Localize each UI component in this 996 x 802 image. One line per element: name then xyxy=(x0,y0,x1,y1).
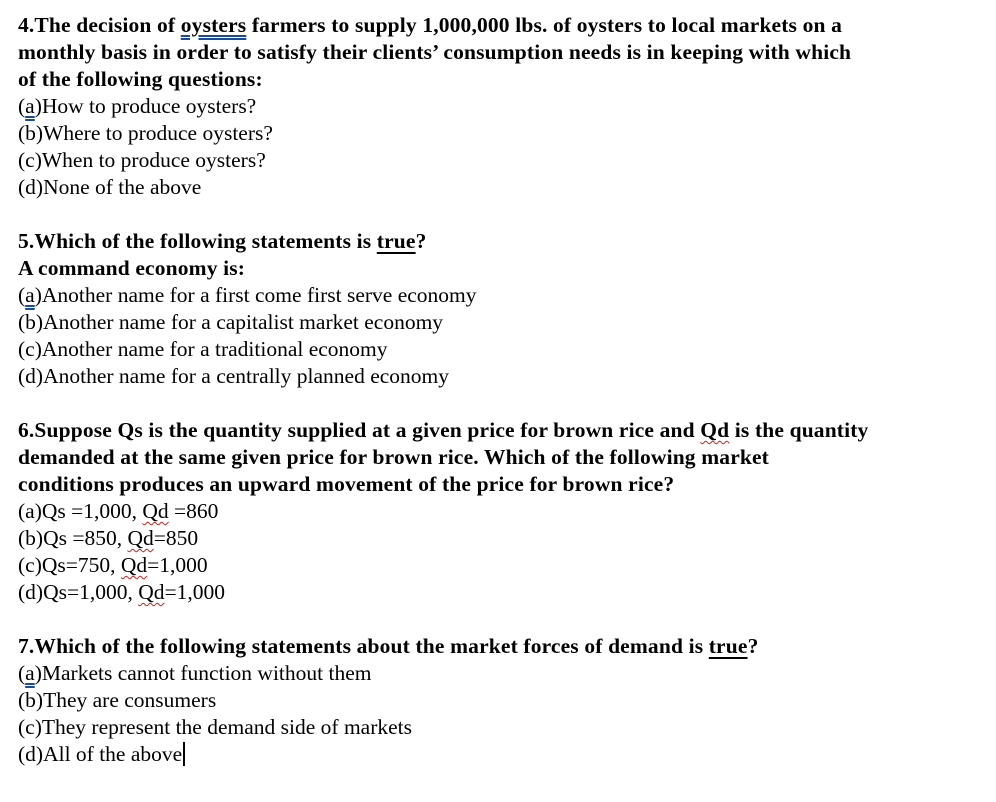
option-text: (d)All of the above xyxy=(18,742,183,766)
stem-text: 7.Which of the following statements about the market forces of demand is xyxy=(18,634,709,658)
text-cursor[interactable] xyxy=(183,742,185,766)
question-5-option-b: (b)Another name for a capitalist market economy xyxy=(18,310,444,334)
question-7-stem-line-1 xyxy=(18,633,978,660)
question-4-option-b: (b)Where to produce oysters? xyxy=(18,121,273,145)
grammar-underlined-letter: a xyxy=(25,283,35,307)
question-5-stem-line-1 xyxy=(18,228,978,255)
paragraph-gap xyxy=(18,390,978,417)
stem-text: is the quantity xyxy=(729,418,869,442)
spelling-underlined-word: Qd xyxy=(120,553,148,577)
option-text: (a)Qs =1,000, xyxy=(18,499,143,523)
question-4-stem-line-1 xyxy=(18,12,978,39)
stem-text: farmers to supply 1,000,000 lbs. of oysters to local markets on a xyxy=(246,13,843,37)
spelling-underlined-word: Qd xyxy=(142,499,169,523)
option-text: =1,000 xyxy=(147,553,208,577)
question-6-stem-line-3: conditions produces an upward movement of the price for brown rice? xyxy=(18,472,675,496)
question-7-option-a xyxy=(18,660,978,687)
question-6-option-c xyxy=(18,552,978,579)
question-4-option-c: (c)When to produce oysters? xyxy=(18,148,266,172)
question-6-option-b xyxy=(18,525,978,552)
option-prefix: ( xyxy=(18,661,26,685)
question-5-option-c: (c)Another name for a traditional economy xyxy=(18,337,388,361)
question-4 xyxy=(18,12,978,201)
question-4-option-a xyxy=(18,93,978,120)
question-7-option-c: (c)They represent the demand side of markets xyxy=(18,715,413,739)
stem-text: ? xyxy=(415,229,427,253)
document-body[interactable] xyxy=(18,12,978,768)
grammar-underlined-word: oysters xyxy=(180,13,247,37)
paragraph-gap xyxy=(18,606,978,633)
question-5-option-a xyxy=(18,282,978,309)
question-7-option-b: (b)They are consumers xyxy=(18,688,217,712)
question-7 xyxy=(18,633,978,768)
option-text: )How to produce oysters? xyxy=(34,94,257,118)
option-text: =860 xyxy=(168,499,219,523)
grammar-underlined-letter: a xyxy=(25,94,35,118)
option-prefix: ( xyxy=(18,283,26,307)
question-7-option-d xyxy=(18,741,978,768)
paragraph-gap xyxy=(18,201,978,228)
question-6 xyxy=(18,417,978,606)
stem-text: 4.The decision of xyxy=(18,13,181,37)
option-text: (c)Qs=750, xyxy=(18,553,121,577)
question-6-stem-line-2: demanded at the same given price for brown rice. Which of the following market xyxy=(18,445,769,469)
underlined-word: true xyxy=(376,229,416,253)
grammar-underlined-letter: a xyxy=(25,661,35,685)
option-text: (d)Qs=1,000, xyxy=(18,580,139,604)
question-6-option-d xyxy=(18,579,978,606)
option-text: )Markets cannot function without them xyxy=(34,661,372,685)
question-4-stem-line-3: of the following questions: xyxy=(18,67,263,91)
option-text: =1,000 xyxy=(164,580,226,604)
question-4-stem-line-2: monthly basis in order to satisfy their clients’ consumption needs is in keeping with which xyxy=(18,40,852,64)
question-6-option-a xyxy=(18,498,978,525)
option-text: (b)Qs =850, xyxy=(18,526,128,550)
option-text: )Another name for a first come first serve economy xyxy=(34,283,477,307)
option-text: =850 xyxy=(153,526,199,550)
underlined-word: true xyxy=(708,634,748,658)
question-4-option-d: (d)None of the above xyxy=(18,175,202,199)
question-5-option-d: (d)Another name for a centrally planned economy xyxy=(18,364,450,388)
spelling-underlined-word: Qd xyxy=(127,526,154,550)
question-5 xyxy=(18,228,978,390)
option-prefix: ( xyxy=(18,94,26,118)
stem-text: 6.Suppose Qs is the quantity supplied at a given price for brown rice and xyxy=(18,418,701,442)
question-5-stem-line-2: A command economy is: xyxy=(18,256,246,280)
stem-text: 5.Which of the following statements is xyxy=(18,229,377,253)
question-6-stem-line-1 xyxy=(18,417,978,444)
spelling-underlined-word: Qd xyxy=(138,580,165,604)
stem-text: ? xyxy=(747,634,759,658)
spelling-underlined-word: Qd xyxy=(700,418,730,442)
